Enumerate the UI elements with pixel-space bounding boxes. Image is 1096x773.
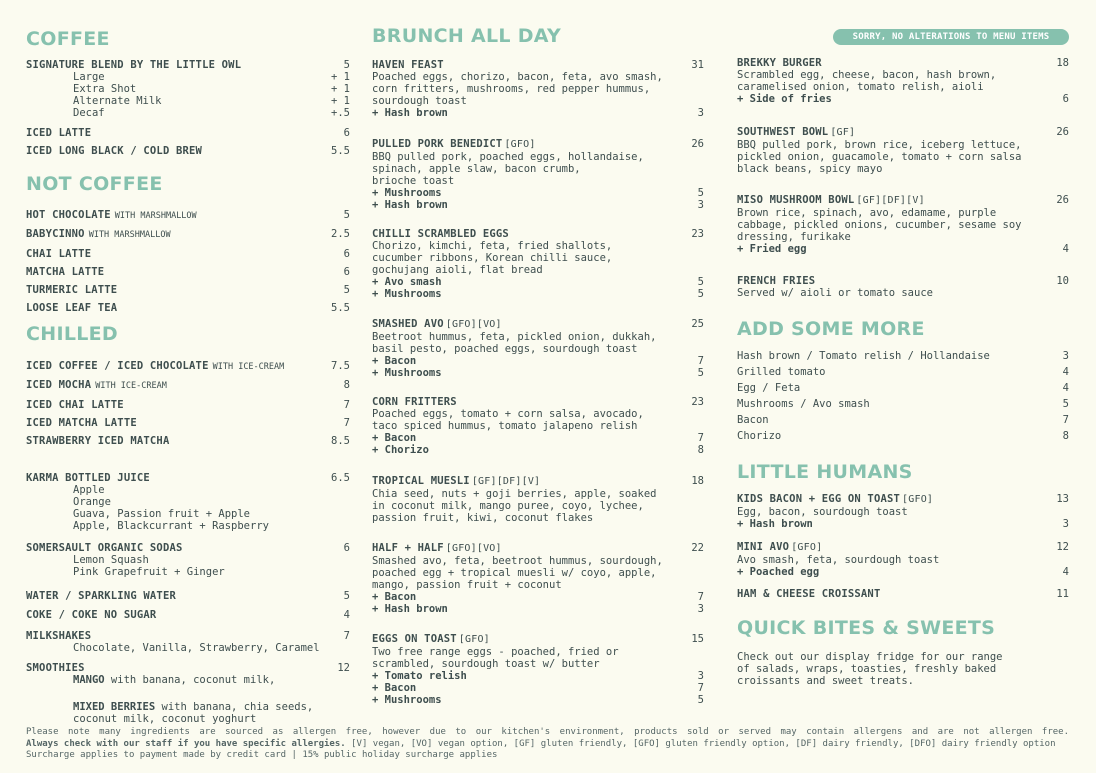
item-name: CHILLI SCRAMBLED EGGS [372, 228, 509, 240]
option-name: Apple, Blackcurrant + Raspberry [73, 520, 269, 532]
smoothie-desc: with banana, chia seeds, [155, 701, 314, 713]
kids-item [737, 493, 1069, 530]
item-desc: mango, passion fruit + coconut [372, 579, 562, 591]
extra-price: 5 [1062, 398, 1069, 410]
addon-price: 4 [1062, 566, 1069, 578]
option-price: +.5 [331, 107, 350, 119]
item-note: WITH ICE-CREAM [212, 362, 285, 372]
item-price: 31 [691, 59, 704, 71]
addon-name: + Mushrooms [372, 187, 442, 199]
menu-item [26, 609, 350, 621]
allergen-key [26, 739, 1069, 751]
brunch-item [372, 318, 704, 379]
item-desc: BBQ pulled pork, brown rice, iceberg lettuce, [737, 139, 1022, 151]
brunch-item [372, 475, 704, 524]
item-desc: Scrambled egg, cheese, bacon, hash brown, [737, 69, 997, 81]
item-desc: dressing, furikake [737, 231, 851, 243]
option-name: Large [73, 71, 105, 83]
item-price: 2.5 [331, 228, 350, 241]
item-tag: [GFO] [458, 634, 490, 645]
item-price: 7 [343, 416, 350, 429]
item-price: 10 [1056, 275, 1069, 287]
item-name: HALF + HALF [372, 542, 444, 554]
item-name: BREKKY BURGER [737, 57, 822, 69]
item-name: CORN FRITTERS [372, 396, 457, 408]
option-name: Alternate Milk [73, 95, 162, 107]
option-price: + 1 [331, 83, 350, 95]
item-price: 26 [1056, 194, 1069, 206]
addon-price: 3 [697, 603, 704, 615]
brunch-item [372, 59, 704, 119]
item-price: 5 [343, 59, 350, 71]
menu-item [26, 127, 350, 139]
item-desc: Served w/ aioli or tomato sauce [737, 287, 933, 299]
quick-bites-line: croissants and sweet treats. [737, 675, 915, 687]
item-price: 26 [691, 138, 704, 150]
item-name: ICED COFFEE / ICED CHOCOLATE [26, 360, 209, 372]
extra-price: 8 [1062, 430, 1069, 442]
addon-name: + Hash brown [372, 603, 448, 615]
item-name: MATCHA LATTE [26, 265, 105, 278]
option-name: Extra Shot [73, 83, 137, 95]
quick-bites-line: of salads, wraps, toasties, freshly baked [737, 663, 997, 675]
addon-price: 7 [697, 355, 704, 367]
addon-name: + Poached egg [737, 566, 820, 578]
smoothie-desc: with banana, coconut milk, [104, 674, 276, 686]
option-name: Chocolate, Vanilla, Strawberry, Caramel [73, 642, 320, 654]
item-name: FRENCH FRIES [737, 275, 816, 287]
item-desc: Brown rice, spinach, avo, edamame, purple [737, 207, 997, 219]
addon-price: 5 [697, 367, 704, 379]
item-price: 8.5 [331, 435, 350, 448]
item-price: 18 [691, 475, 704, 487]
addon-price: 7 [697, 591, 704, 603]
menu-item [26, 590, 350, 602]
brunch-heading: BRUNCH ALL DAY [372, 25, 562, 47]
item-desc: caramelised onion, tomato relish, aioli [737, 81, 984, 93]
addon-name: + Bacon [372, 682, 417, 694]
addon-price: 3 [697, 107, 704, 119]
surcharge-notice: Surcharge applies to payment made by credit card | 15% public holiday surcharge applies [26, 750, 498, 760]
item-tag: [GF] [830, 127, 856, 138]
option-name: Orange [73, 496, 111, 508]
extra-price: 4 [1062, 366, 1069, 378]
item-name: WATER / SPARKLING WATER [26, 590, 176, 602]
smoothie-name: MIXED BERRIES [73, 701, 156, 713]
main-item [737, 126, 1069, 175]
item-tag: [GF][DF][V] [856, 195, 925, 206]
option-name: Guava, Passion fruit + Apple [73, 508, 251, 520]
item-desc: scrambled, sourdough toast w/ butter [372, 658, 600, 670]
item-name: PULLED PORK BENEDICT [372, 138, 503, 150]
brunch-item [372, 138, 704, 211]
item-note: WITH ICE-CREAM [95, 381, 167, 392]
allergen-warning: Always check with our staff if you have specific allergies. [26, 738, 346, 749]
item-tag: [GFO][VO] [445, 543, 502, 554]
brunch-item [372, 396, 704, 456]
menu-item [26, 145, 350, 157]
somersault-sodas [26, 542, 350, 578]
addon-price: 8 [697, 444, 704, 456]
addon-name: + Hash brown [372, 199, 448, 211]
item-name: STRAWBERRY ICED MATCHA [26, 435, 170, 448]
item-name: MISO MUSHROOM BOWL [737, 194, 855, 206]
coffee-heading: COFFEE [26, 28, 110, 50]
extra-price: 7 [1062, 414, 1069, 426]
item-price: 13 [1056, 493, 1069, 505]
item-tag: [GF][DF][V] [471, 476, 541, 487]
item-desc: passion fruit, kiwi, coconut flakes [372, 512, 594, 524]
not-coffee-heading: NOT COFFEE [26, 173, 163, 195]
chilled-heading: CHILLED [26, 323, 118, 345]
item-desc: basil pesto, poached eggs, sourdough toast [372, 343, 638, 355]
item-name: SIGNATURE BLEND BY THE LITTLE OWL [26, 59, 242, 71]
addon-name: + Bacon [372, 591, 417, 603]
item-tag: [GFO] [791, 542, 823, 553]
item-name: MILKSHAKES [26, 630, 92, 642]
addon-price: 6 [1062, 93, 1069, 105]
item-desc: BBQ pulled pork, poached eggs, hollandaise, [372, 151, 644, 163]
smoothies [26, 662, 350, 725]
milkshakes [26, 630, 350, 654]
addon-name: + Mushrooms [372, 288, 442, 300]
quick-bites-heading: QUICK BITES & SWEETS [737, 617, 996, 639]
item-tag: [GFO] [902, 494, 934, 505]
dietary-key: [V] vegan, [VO] vegan option, [GF] gluten friendly, [GFO] gluten friendly option, [DF] dairy friendly, [DFO] dairy friendly option [345, 738, 1056, 749]
allergen-footer [26, 727, 1069, 762]
item-name: ICED CHAI LATTE [26, 398, 124, 411]
item-price: 26 [1056, 126, 1069, 138]
addon-price: 7 [697, 432, 704, 444]
no-alterations-badge: SORRY, NO ALTERATIONS TO MENU ITEMS [833, 29, 1069, 45]
option-name: Decaf [73, 107, 105, 119]
item-price: 11 [1056, 588, 1069, 600]
item-desc: cabbage, pickled onions, cucumber, sesame soy [737, 219, 1022, 231]
extra-name: Egg / Feta [737, 382, 801, 394]
item-price: 7 [343, 630, 350, 642]
not-coffee-list [26, 206, 350, 318]
addon-price: 3 [697, 670, 704, 682]
addon-price: 3 [1062, 518, 1069, 530]
extra-name: Mushrooms / Avo smash [737, 398, 870, 410]
addon-price: 5 [697, 276, 704, 288]
item-price: 5.5 [331, 302, 350, 315]
extra-name: Bacon [737, 414, 769, 426]
item-desc: taco spiced hummus, tomato jalapeno relish [372, 420, 638, 432]
item-name: LOOSE LEAF TEA [26, 302, 118, 315]
addon-name: + Avo smash [372, 276, 442, 288]
item-price: 5 [343, 590, 350, 602]
item-price: 12 [337, 662, 350, 674]
item-desc: Chorizo, kimchi, feta, fried shallots, [372, 240, 613, 252]
item-note: WITH MARSHMALLOW [88, 230, 171, 241]
item-price: 6.5 [331, 472, 350, 484]
item-name: CHAI LATTE [26, 247, 92, 260]
addon-price: 3 [697, 199, 704, 211]
item-name: ICED MOCHA [26, 379, 92, 392]
item-desc: Poached eggs, chorizo, bacon, feta, avo smash, [372, 71, 663, 83]
item-desc: Smashed avo, feta, beetroot hummus, sourdough, [372, 555, 663, 567]
add-some-more-heading: ADD SOME MORE [737, 318, 925, 340]
item-price: 5 [343, 284, 350, 297]
item-name: MINI AVO [737, 541, 790, 553]
addon-price: 5 [697, 288, 704, 300]
extra-price: 4 [1062, 382, 1069, 394]
item-tag: [GFO][VO] [445, 319, 502, 330]
smoothie-name: MANGO [73, 674, 105, 686]
item-price: 12 [1056, 541, 1069, 553]
item-price: 4 [343, 609, 350, 621]
addon-name: + Mushrooms [372, 367, 442, 379]
item-price: 6 [343, 542, 350, 554]
addon-name: + Bacon [372, 432, 417, 444]
item-desc: spinach, apple slaw, bacon crumb, [372, 163, 581, 175]
item-desc: cucumber ribbons, Korean chilli sauce, [372, 252, 613, 264]
item-desc: pickled onion, guacamole, tomato + corn salsa [737, 151, 1022, 163]
little-humans-heading: LITTLE HUMANS [737, 461, 913, 483]
kids-item [737, 541, 1069, 578]
allergen-notice: Please note many ingredients are sourced as allergen free, however due to our kitchen's environment, products sold or served may contain allergens and are not allergen free. [26, 727, 1069, 737]
item-name: KARMA BOTTLED JUICE [26, 472, 150, 484]
option-name: Lemon Squash [73, 554, 149, 566]
smoothie-desc: coconut milk, coconut yoghurt [73, 713, 257, 725]
karma-juice [26, 472, 350, 532]
item-desc: gochujang aioli, flat bread [372, 264, 543, 276]
addon-name: + Chorizo [372, 444, 429, 456]
kids-item [737, 588, 1069, 600]
item-name: TURMERIC LATTE [26, 284, 118, 297]
extra-name: Chorizo [737, 430, 782, 442]
item-name: TROPICAL MUESLI [372, 475, 470, 487]
item-price: 6 [343, 127, 350, 139]
main-item [737, 57, 1069, 105]
item-price: 5 [343, 209, 350, 221]
item-name: ICED LATTE [26, 127, 92, 139]
addon-name: + Fried egg [737, 243, 807, 255]
option-price: + 1 [331, 95, 350, 107]
item-price: 23 [691, 228, 704, 240]
item-name: HAM & CHEESE CROISSANT [737, 588, 881, 600]
brunch-item [372, 633, 704, 706]
item-note: WITH MARSHMALLOW [114, 211, 197, 221]
item-name: HAVEN FEAST [372, 59, 444, 71]
signature-blend [26, 59, 350, 119]
item-desc: poached egg + tropical muesli w/ coyo, apple, [372, 567, 657, 579]
quick-bites-text [737, 651, 1069, 687]
main-item [737, 194, 1069, 255]
option-name: Apple [73, 484, 105, 496]
item-tag: [GFO] [504, 139, 536, 150]
item-price: 22 [691, 542, 704, 554]
item-desc: Two free range eggs - poached, fried or [372, 646, 619, 658]
item-name: EGGS ON TOAST [372, 633, 457, 645]
item-name: KIDS BACON + EGG ON TOAST [737, 493, 901, 505]
item-name: HOT CHOCOLATE [26, 209, 111, 221]
extra-name: Hash brown / Tomato relish / Hollandaise [737, 350, 990, 362]
addon-name: + Side of fries [737, 93, 832, 105]
item-desc: corn fritters, mushrooms, red pepper hummus, [372, 83, 651, 95]
item-price: 6 [343, 247, 350, 260]
extra-name: Grilled tomato [737, 366, 826, 378]
item-desc: Beetroot hummus, feta, pickled onion, dukkah, [372, 331, 657, 343]
item-name: BABYCINNO [26, 228, 85, 241]
item-price: 18 [1056, 57, 1069, 69]
add-some-more-list [737, 348, 1069, 444]
item-price: 8 [343, 379, 350, 392]
addon-name: + Hash brown [372, 107, 448, 119]
addon-price: 5 [697, 694, 704, 706]
item-desc: Avo smash, feta, sourdough toast [737, 554, 940, 566]
addon-name: + Bacon [372, 355, 417, 367]
item-desc: Chia seed, nuts + goji berries, apple, soaked [372, 488, 657, 500]
brunch-item [372, 542, 704, 615]
item-desc: sourdough toast [372, 95, 467, 107]
addon-price: 7 [697, 682, 704, 694]
item-name: ICED LONG BLACK / COLD BREW [26, 145, 203, 157]
item-name: COKE / COKE NO SUGAR [26, 609, 157, 621]
main-item [737, 275, 1069, 299]
brunch-item [372, 228, 704, 300]
item-desc: brioche toast [372, 175, 455, 187]
addon-name: + Tomato relish [372, 670, 467, 682]
item-name: SOUTHWEST BOWL [737, 126, 829, 138]
item-name: SMOOTHIES [26, 662, 85, 674]
quick-bites-line: Check out our display fridge for our range [737, 651, 1003, 663]
extra-price: 3 [1062, 350, 1069, 362]
item-name: SOMERSAULT ORGANIC SODAS [26, 542, 183, 554]
item-name: SMASHED AVO [372, 318, 444, 330]
item-price: 15 [691, 633, 704, 645]
addon-name: + Mushrooms [372, 694, 442, 706]
item-price: 23 [691, 396, 704, 408]
item-price: 6 [343, 265, 350, 278]
item-desc: in coconut milk, mango puree, coyo, lychee, [372, 500, 644, 512]
item-price: 7 [343, 398, 350, 411]
item-name: ICED MATCHA LATTE [26, 416, 137, 429]
item-price: 25 [691, 318, 704, 330]
option-name: Pink Grapefruit + Ginger [73, 566, 225, 578]
item-desc: Poached eggs, tomato + corn salsa, avocado, [372, 408, 644, 420]
option-price: + 1 [331, 71, 350, 83]
item-desc: black beans, spicy mayo [737, 163, 883, 175]
addon-price: 4 [1062, 243, 1069, 255]
addon-price: 5 [697, 187, 704, 199]
chilled-list [26, 357, 350, 450]
addon-name: + Hash brown [737, 518, 813, 530]
item-price: 7.5 [331, 360, 350, 372]
item-desc: Egg, bacon, sourdough toast [737, 506, 908, 518]
item-price: 5.5 [331, 145, 350, 157]
